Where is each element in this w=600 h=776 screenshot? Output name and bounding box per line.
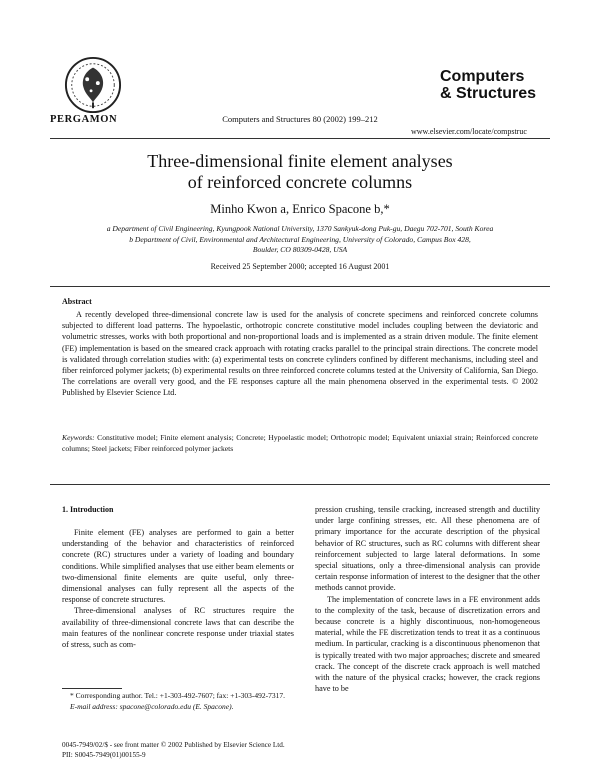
affiliations	[70, 224, 530, 256]
affiliation-b-cont: Boulder, CO 80309-0428, USA	[252, 245, 348, 254]
abstract-heading: Abstract	[62, 297, 92, 306]
journal-name-line1: Computers	[440, 68, 525, 85]
publisher-logo-icon	[64, 56, 122, 114]
affiliation-a: a Department of Civil Engineering, Kyungpook National University, 1370 Sankyuk-dong Puk-gu, Daegu 702-701, South Korea	[106, 224, 494, 233]
author-list: Minho Kwon a, Enrico Spacone b,*	[210, 202, 390, 216]
copyright-line: 0045-7949/02/$ - see front matter © 2002 Published by Elsevier Science Ltd.	[62, 741, 285, 749]
abstract-text: A recently developed three-dimensional concrete law is used for the analysis of concrete specimens and reinforced concrete columns subjected to different load patterns. The hypoelastic, orthotropic concrete constitutive model includes coupling between the deviatoric and volumetric stresses, works with both proportional and non-proportional loads and is implemented as a strain driven module. The finite element (FE) implementation is based on the smeared crack approach with rotating cracks parallel to the principal strain directions. The concrete model is validated through correlation studies with: (a) experimental tests on concrete cylinders confined by different mechanisms, including steel and fiber reinforced polymer jackets; (b) experimental results on three reinforced concrete columns tested at the University of California, San Diego. The correlations are overall very good, and the FE responses capture all the main phenomena observed in the experimental tests. © 2002 Published by Elsevier Science Ltd.	[62, 310, 538, 398]
body-divider	[50, 484, 550, 485]
paragraph: Three-dimensional analyses of RC structures require the availability of three-dimensional concrete laws that can describe the main features of the nonlinear concrete response under triaxial states of stress, such as com-	[62, 606, 294, 650]
page-footer	[62, 740, 285, 760]
abstract-divider	[50, 286, 550, 287]
keywords	[62, 432, 538, 454]
footnote	[62, 691, 294, 712]
journal-citation: Computers and Structures 80 (2002) 199–212	[222, 114, 378, 124]
footnote-divider	[62, 688, 122, 689]
received-dates: Received 25 September 2000; accepted 16 August 2001	[210, 262, 390, 271]
column-left	[62, 527, 294, 650]
paragraph: Finite element (FE) analyses are performed to gain a better understanding of the behavior and characteristics of reinforced concrete (RC) structures under a variety of loading and boundary conditions. While simplified analyses that use either beam elements or two-dimensional finite elements are quite useful, only three-dimensional analyses can fully represent all the aspects of the response of concrete structures.	[62, 528, 294, 605]
header-divider	[50, 138, 550, 139]
section-heading: 1. Introduction	[62, 505, 114, 514]
publisher-name: PERGAMON	[50, 114, 118, 125]
journal-name-line2: & Structures	[440, 85, 537, 102]
title-line-2: of reinforced concrete columns	[187, 172, 413, 192]
pii-line: PII: S0045-7949(01)00155-9	[62, 751, 146, 759]
journal-url[interactable]: www.elsevier.com/locate/compstruc	[411, 127, 527, 136]
keywords-list: Constitutive model; Finite element analysis; Concrete; Hypoelastic model; Orthotropic model; Equivalent uniaxial strain; Reinforced concrete columns; Steel jackets; Fiber reinforced polymer jackets	[62, 433, 538, 453]
article-title	[0, 151, 600, 193]
column-right	[315, 504, 540, 694]
affiliation-b: b Department of Civil, Environmental and Architectural Engineering, University of Colorado, Campus Box 428,	[129, 234, 471, 244]
corresponding-author: * Corresponding author. Tel.: +1-303-492-7607; fax: +1-303-492-7317.	[70, 691, 286, 700]
journal-logo	[440, 68, 536, 102]
keywords-label: Keywords:	[62, 433, 95, 442]
paragraph: pression crushing, tensile cracking, increased strength and ductility under large confining stresses, etc. All these phenomena are of primary importance for the accurate description of the physical behavior of RC structures, such as RC columns with different shear reinforcement subjected to large lateral deformations. In some special situations, only a three-dimensional analysis can provide certain response information of interest to the designer that the other methods cannot provide.	[315, 505, 540, 593]
paragraph: The implementation of concrete laws in a FE environment adds to the complexity of the task, because of discretization errors and because concrete is a highly discontinuous, non-homogeneous material, while the FE discretization tends to treat it as a continuous medium. In particular, cracking is a discontinuous phenomenon that is typically treated with two major approaches; discrete and smeared crack. The concept of the discrete crack approach is well matched with the nature of the physical cracks; however, the crack regions have to be	[315, 594, 540, 694]
email-address: E-mail address: spacone@colorado.edu (E. Spacone).	[70, 701, 234, 711]
title-line-1: Three-dimensional finite element analyses	[147, 151, 453, 171]
